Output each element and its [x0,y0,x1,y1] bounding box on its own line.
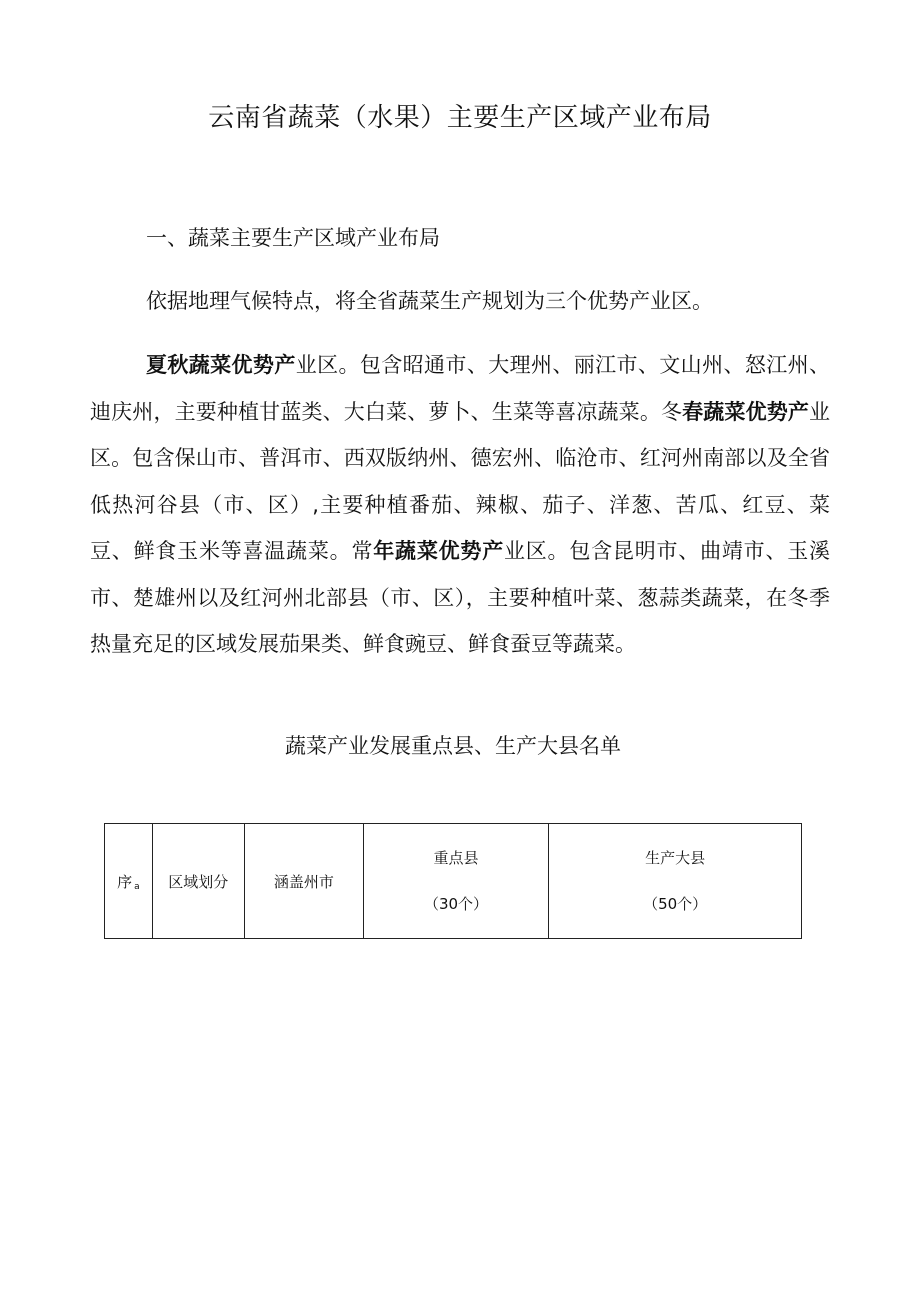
summer-autumn-zone-name: 夏秋蔬菜优势产 [146,353,296,377]
year-round-zone-text: 业区。包含昆明市、曲靖市、玉溪市、楚雄州以及红河州北部县（市、区），主要种植叶菜、葱蒜类蔬菜，在冬季热量充足的区域发展茄果类、鲜食豌豆、鲜食蚕豆等蔬菜。 [90,539,831,656]
header-key-county-label: 重点县 [433,849,479,867]
section-heading: 一、蔬菜主要生产区域产业布局 [146,226,440,250]
summer-autumn-zone-text: 业区。包含昭通市、大理州、丽江市、文山州、怒江州、迪庆州，主要种植甘蓝类、大白菜、萝卜、生菜等喜凉蔬菜。冬 [90,353,831,424]
table-caption: 蔬菜产业发展重点县、生产大县名单 [285,734,621,758]
header-seq [105,824,153,939]
body-paragraph [90,342,830,668]
header-big-county-count: （50个） [643,895,708,913]
winter-spring-zone-name: 春蔬菜优势产 [682,399,810,424]
document-title: 云南省蔬菜（水果）主要生产区域产业布局 [208,103,712,133]
header-big-county-label: 生产大县 [645,849,706,867]
header-key-county [363,824,548,939]
county-table [104,823,802,939]
winter-spring-zone-text: 业区。包含保山市、普洱市、西双版纳州、德宏州、临沧市、红河州南部以及全省低热河谷县（市、区）,主要种植番茄、辣椒、茄子、洋葱、苦瓜、红豆、菜豆、鲜食玉米等喜温蔬菜。常 [90,399,831,563]
header-prefecture: 涵盖州市 [244,824,363,939]
lead-paragraph: 依据地理气候特点，将全省蔬菜生产规划为三个优势产业区。 [146,289,713,313]
header-big-county [549,824,802,939]
header-seq-sub: a [134,881,140,892]
header-key-county-count: （30个） [423,895,489,913]
year-round-zone-name: 年蔬菜优势产 [373,539,504,563]
table-header-row [105,824,802,939]
header-seq-label: 序 [117,872,133,891]
header-region: 区域划分 [152,824,244,939]
